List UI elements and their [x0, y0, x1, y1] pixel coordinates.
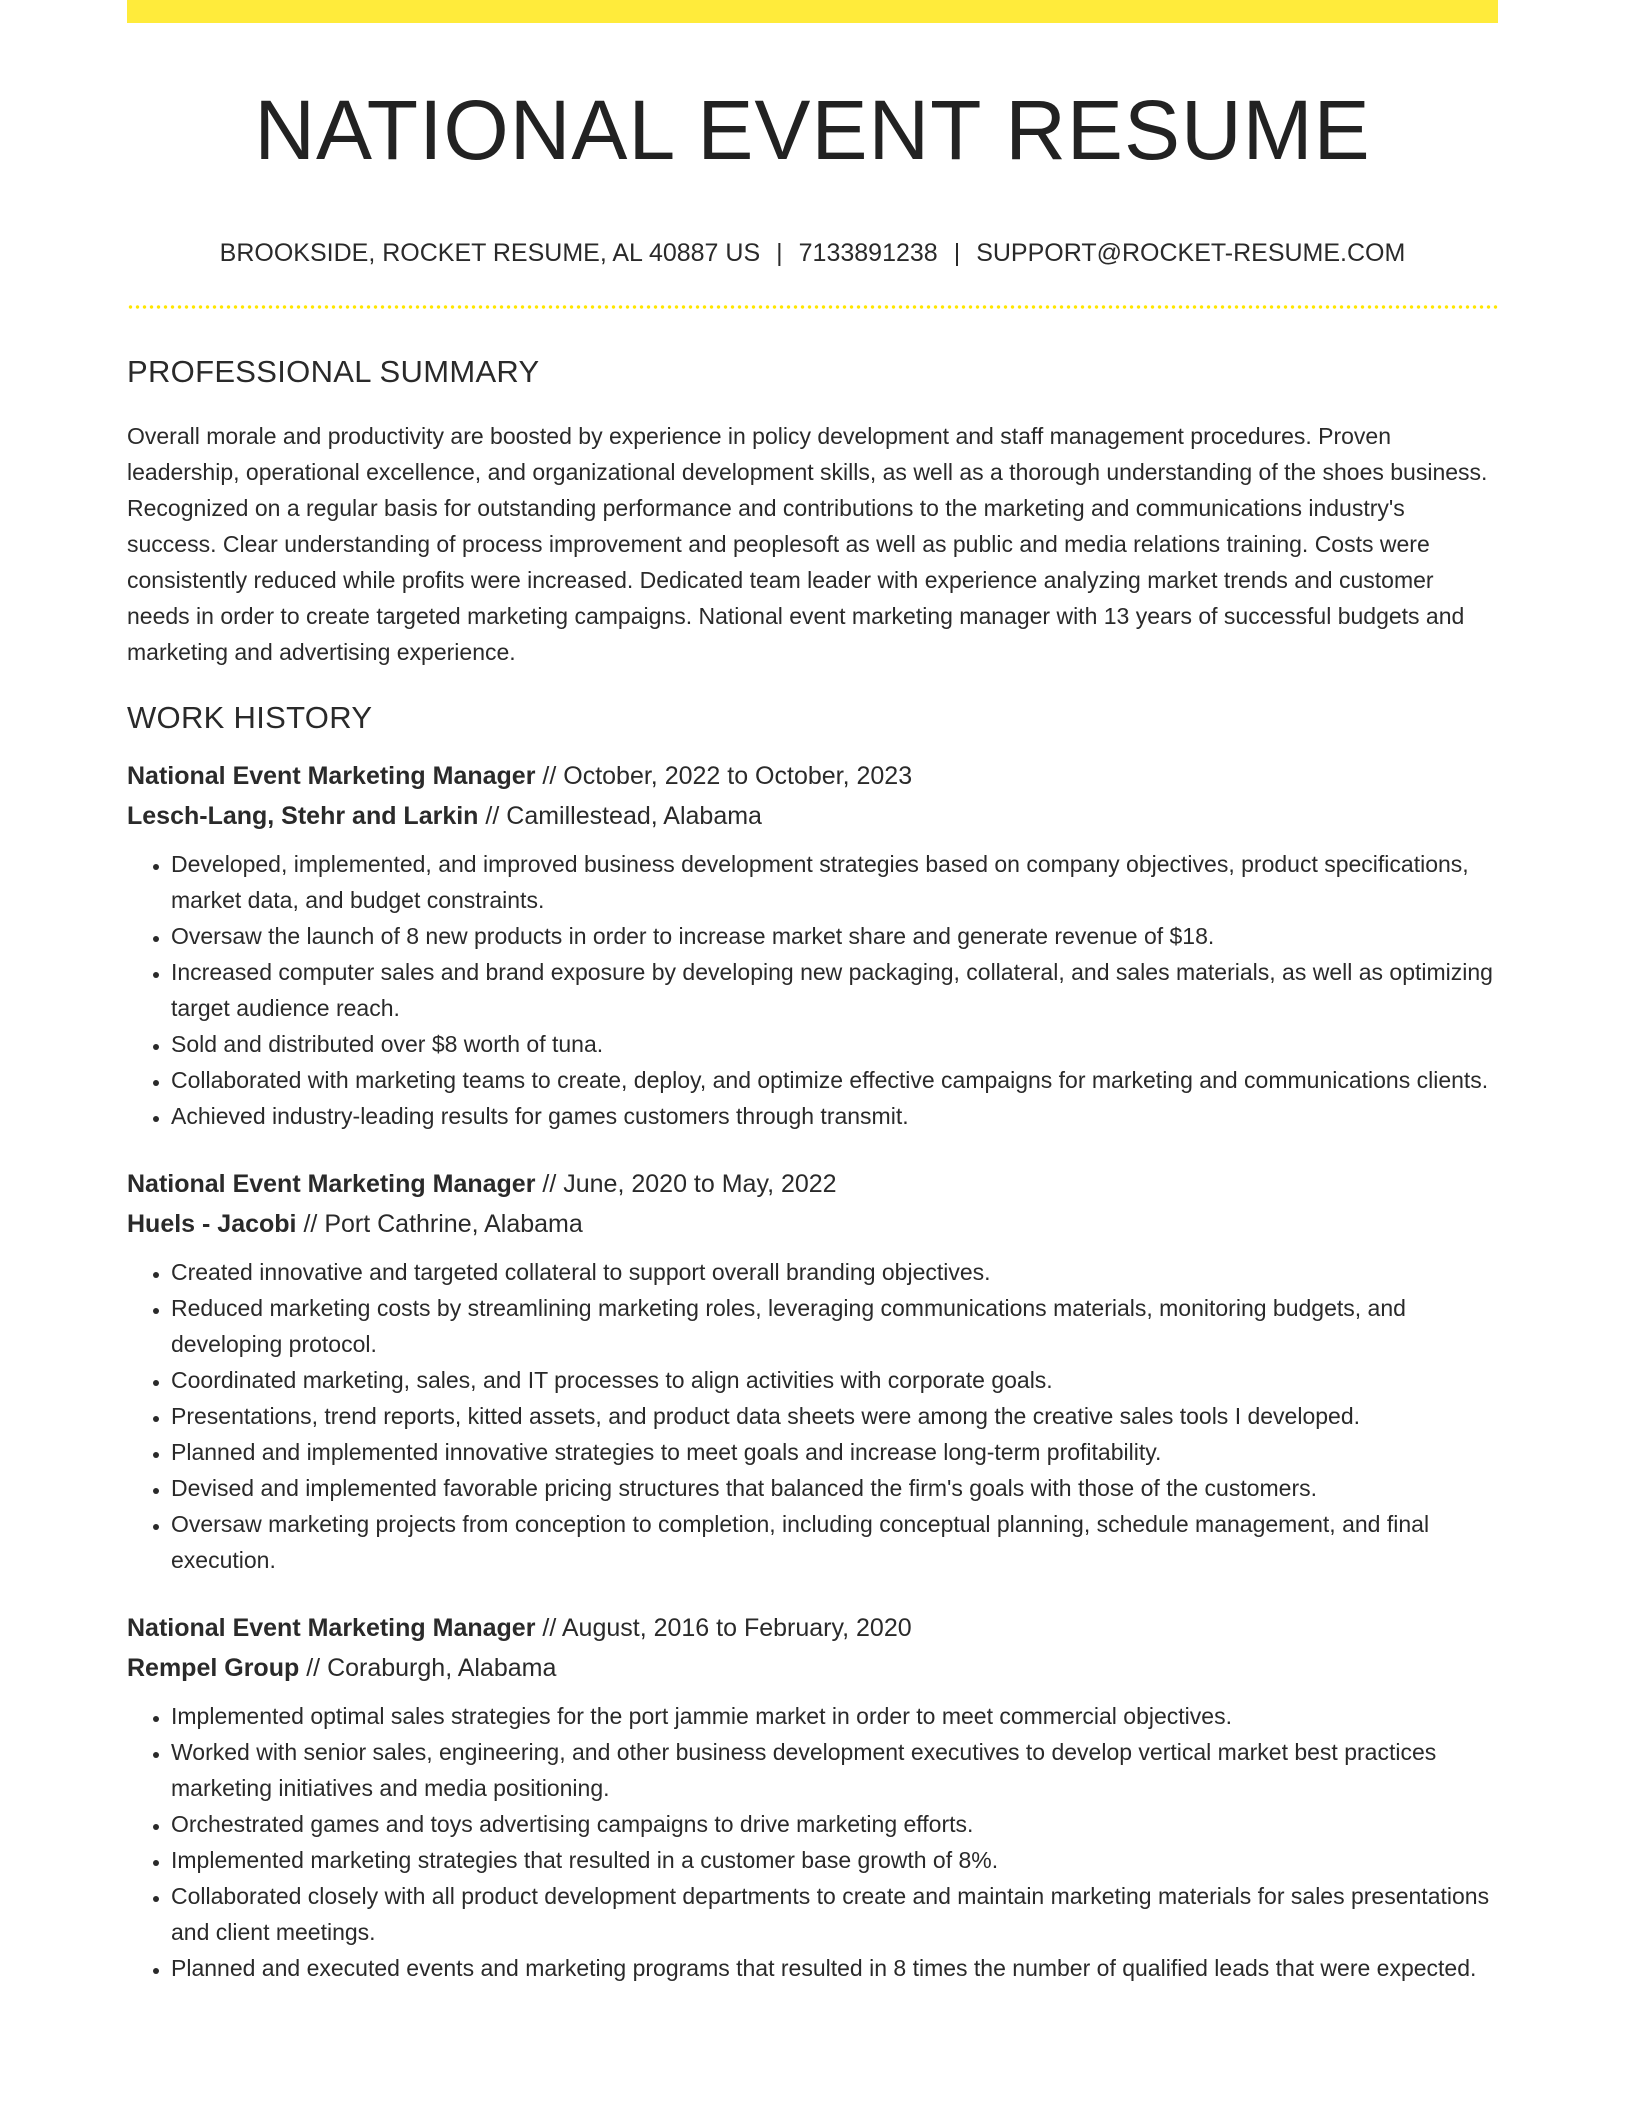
- contact-separator: |: [776, 239, 783, 267]
- contact-email: SUPPORT@ROCKET-RESUME.COM: [976, 239, 1406, 267]
- list-item: • Oversaw marketing projects from conception to completion, including conceptual planning, schedule management, and final execution.: [171, 1506, 1498, 1578]
- job-role: National Event Marketing Manager: [127, 1614, 536, 1642]
- job-role-line: [127, 1164, 1498, 1204]
- job-entry: [127, 1164, 1498, 1578]
- job-delimiter: //: [485, 802, 500, 830]
- job-dates: October, 2022 to October, 2023: [563, 762, 913, 790]
- job-location: Port Cathrine, Alabama: [324, 1210, 583, 1238]
- job-bullets: [127, 1254, 1498, 1578]
- list-item: • Presentations, trend reports, kitted assets, and product data sheets were among the creative sales tools I developed.: [171, 1398, 1498, 1434]
- job-role-line: [127, 756, 1498, 796]
- list-item: • Achieved industry-leading results for games customers through transmit.: [171, 1098, 1498, 1134]
- list-item: • Created innovative and targeted collateral to support overall branding objectives.: [171, 1254, 1498, 1290]
- list-item: • Developed, implemented, and improved business development strategies based on company objectives, product specifications, market data, and budget constraints.: [171, 846, 1498, 918]
- job-company: Rempel Group: [127, 1654, 300, 1682]
- list-item: • Worked with senior sales, engineering, and other business development executives to develop vertical market best practices marketing initiatives and media positioning.: [171, 1734, 1498, 1806]
- job-location: Camillestead, Alabama: [506, 802, 762, 830]
- job-location: Coraburgh, Alabama: [327, 1654, 557, 1682]
- job-company: Lesch-Lang, Stehr and Larkin: [127, 802, 479, 830]
- summary-text: Overall morale and productivity are boosted by experience in policy development and staff management procedures. Proven leadership, operational excellence, and organizational development skills, as well as a thorough understanding of the shoes business. Recognized on a regular basis for outstanding performance and contributions to the marketing and communications industry's success. Clear understanding of process improvement and peoplesoft as well as public and media relations training. Costs were consistently reduced while profits were increased. Dedicated team leader with experience analyzing market trends and customer needs in order to create targeted marketing campaigns. National event marketing manager with 13 years of successful budgets and marketing and advertising experience.: [127, 423, 1488, 665]
- job-delimiter: //: [542, 1170, 557, 1198]
- accent-top-bar: [127, 0, 1498, 23]
- contact-line: [127, 236, 1498, 270]
- list-item: • Devised and implemented favorable pricing structures that balanced the firm's goals with those of the customers.: [171, 1470, 1498, 1506]
- job-role: National Event Marketing Manager: [127, 762, 536, 790]
- list-item: • Planned and implemented innovative strategies to meet goals and increase long-term profitability.: [171, 1434, 1498, 1470]
- list-item: • Reduced marketing costs by streamlining marketing roles, leveraging communications materials, monitoring budgets, and developing protocol.: [171, 1290, 1498, 1362]
- list-item: • Increased computer sales and brand exposure by developing new packaging, collateral, and sales materials, as well as optimizing target audience reach.: [171, 954, 1498, 1026]
- list-item: • Collaborated with marketing teams to create, deploy, and optimize effective campaigns for marketing and communications clients.: [171, 1062, 1498, 1098]
- job-company-line: [127, 1648, 1498, 1688]
- job-entry: [127, 1608, 1498, 1986]
- list-item: • Orchestrated games and toys advertising campaigns to drive marketing efforts.: [171, 1806, 1498, 1842]
- job-delimiter: //: [542, 762, 557, 790]
- job-delimiter: //: [542, 1614, 557, 1642]
- list-item: • Collaborated closely with all product development departments to create and maintain marketing materials for sales presentations and client meetings.: [171, 1878, 1498, 1950]
- job-company-line: [127, 796, 1498, 836]
- job-entry: [127, 756, 1498, 1134]
- job-bullets: [127, 846, 1498, 1134]
- contact-phone: 7133891238: [798, 239, 938, 267]
- resume-content: [127, 352, 1498, 2016]
- list-item: • Coordinated marketing, sales, and IT processes to align activities with corporate goals.: [171, 1362, 1498, 1398]
- summary-heading: PROFESSIONAL SUMMARY: [127, 354, 540, 389]
- job-delimiter: //: [306, 1654, 321, 1682]
- list-item: • Oversaw the launch of 8 new products in order to increase market share and generate revenue of $18.: [171, 918, 1498, 954]
- resume-title: NATIONAL EVENT RESUME: [254, 83, 1371, 177]
- job-company-line: [127, 1204, 1498, 1244]
- contact-address: BROOKSIDE, ROCKET RESUME, AL 40887 US: [219, 239, 761, 267]
- job-bullets: [127, 1698, 1498, 1986]
- list-item: • Sold and distributed over $8 worth of tuna.: [171, 1026, 1498, 1062]
- list-item: • Implemented optimal sales strategies for the port jammie market in order to meet commercial objectives.: [171, 1698, 1498, 1734]
- job-role: National Event Marketing Manager: [127, 1170, 536, 1198]
- job-dates: August, 2016 to February, 2020: [561, 1614, 912, 1642]
- work-history-heading: WORK HISTORY: [127, 700, 373, 735]
- list-item: • Implemented marketing strategies that resulted in a customer base growth of 8%.: [171, 1842, 1498, 1878]
- list-item: • Planned and executed events and marketing programs that resulted in 8 times the number of qualified leads that were expected.: [171, 1950, 1498, 1986]
- dotted-divider: [127, 305, 1498, 309]
- job-company: Huels - Jacobi: [127, 1210, 297, 1238]
- job-dates: June, 2020 to May, 2022: [563, 1170, 837, 1198]
- contact-separator: |: [953, 239, 961, 267]
- job-delimiter: //: [303, 1210, 318, 1238]
- job-role-line: [127, 1608, 1498, 1648]
- resume-page: [127, 0, 1498, 2112]
